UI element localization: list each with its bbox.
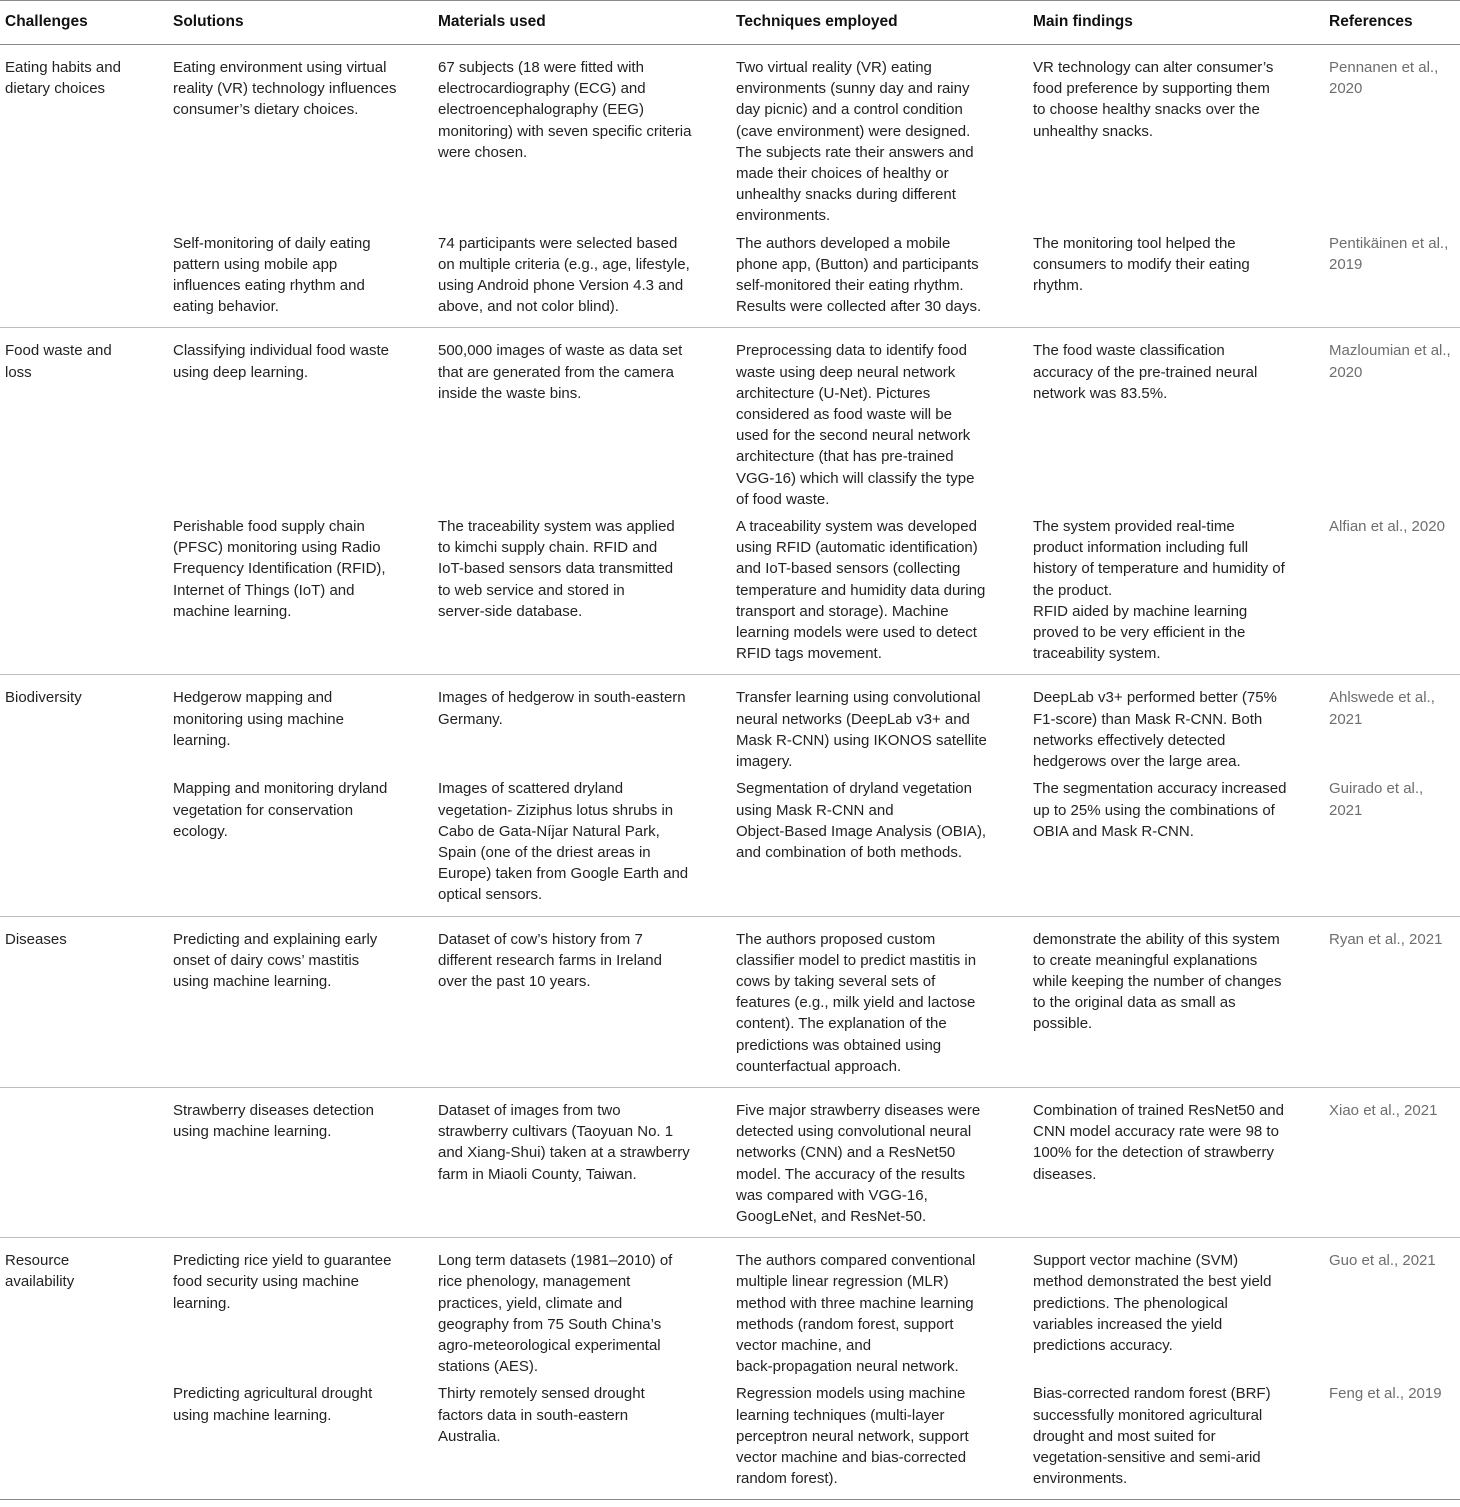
table-row [0, 510, 1460, 675]
materials-cell [433, 772, 731, 916]
techniques-line: The authors compared conventional [736, 1252, 976, 1270]
challenge-cell [0, 510, 168, 675]
findings-line: OBIA and Mask R-CNN. [1033, 822, 1194, 840]
materials-line: Australia. [438, 1427, 501, 1445]
techniques-line: architecture (U-Net). Pictures [736, 384, 931, 402]
techniques-line: cows by taking several sets of [736, 972, 936, 990]
table-row [0, 45, 1460, 227]
materials-line: to web service and stored in [438, 581, 625, 599]
materials-line: factors data in south-eastern [438, 1406, 629, 1424]
findings-line: to create meaningful explanations [1033, 951, 1258, 969]
findings-line: predictions. The phenological [1033, 1294, 1228, 1312]
materials-cell [433, 1087, 731, 1237]
techniques-line: Segmentation of dryland vegetation [736, 780, 972, 798]
techniques-line: Transfer learning using convolutional [736, 689, 981, 707]
techniques-line: using RFID (automatic identification) [736, 539, 978, 557]
reference-line: 2020 [1329, 363, 1363, 381]
solution-line: consumer’s dietary choices. [173, 101, 359, 119]
challenge-cell [0, 1087, 168, 1237]
solution-line: Classifying individual food waste [173, 342, 389, 360]
materials-cell [433, 916, 731, 1087]
techniques-line: content). The explanation of the [736, 1015, 947, 1033]
findings-line: Support vector machine (SVM) [1033, 1252, 1239, 1270]
findings-line: vegetation-sensitive and semi-arid [1033, 1448, 1261, 1466]
findings-line: predictions accuracy. [1033, 1336, 1173, 1354]
materials-line: strawberry cultivars (Taoyuan No. 1 [438, 1123, 674, 1141]
materials-line: above, and not color blind). [438, 298, 619, 316]
techniques-cell [731, 675, 1028, 772]
reference-cell [1324, 227, 1460, 328]
findings-line: F1-score) than Mask R-CNN. Both [1033, 710, 1263, 728]
header-solutions: Solutions [173, 12, 244, 30]
materials-line: Images of hedgerow in south-eastern [438, 689, 686, 707]
techniques-line: was compared with VGG-16, [736, 1186, 928, 1204]
techniques-line: environments. [736, 207, 831, 225]
findings-line: method demonstrated the best yield [1033, 1273, 1272, 1291]
reference-cell [1324, 1087, 1460, 1237]
findings-line: networks effectively detected [1033, 731, 1226, 749]
techniques-cell [731, 510, 1028, 675]
techniques-line: of food waste. [736, 490, 830, 508]
solution-line: food security using machine [173, 1273, 359, 1291]
findings-line: proved to be very efficient in the [1033, 624, 1246, 642]
solution-line: using deep learning. [173, 363, 309, 381]
solution-cell [168, 1238, 433, 1378]
reference-line: Alfian et al., 2020 [1329, 518, 1445, 536]
materials-line: optical sensors. [438, 886, 543, 904]
findings-line: CNN model accuracy rate were 98 to [1033, 1123, 1279, 1141]
solution-line: reality (VR) technology influences [173, 80, 397, 98]
solution-line: learning. [173, 731, 231, 749]
materials-line: that are generated from the camera [438, 363, 674, 381]
techniques-line: detected using convolutional neural [736, 1123, 972, 1141]
techniques-line: (cave environment) were designed. [736, 122, 971, 140]
solution-cell [168, 1087, 433, 1237]
materials-cell [433, 227, 731, 328]
techniques-line: learning models were used to detect [736, 624, 977, 642]
challenge-line: Biodiversity [5, 689, 82, 707]
reference-line: Guirado et al., [1329, 780, 1424, 798]
findings-line: accuracy of the pre-trained neural [1033, 363, 1258, 381]
table-row [0, 1377, 1460, 1500]
techniques-line: neural networks (DeepLab v3+ and [736, 710, 970, 728]
materials-line: Long term datasets (1981–2010) of [438, 1252, 673, 1270]
materials-line: electrocardiography (ECG) and [438, 80, 646, 98]
reference-cell [1324, 675, 1460, 772]
findings-cell [1028, 1238, 1324, 1378]
materials-line: Europe) taken from Google Earth and [438, 865, 689, 883]
techniques-cell [731, 328, 1028, 510]
materials-line: on multiple criteria (e.g., age, lifestyle, [438, 255, 690, 273]
techniques-line: Preprocessing data to identify food [736, 342, 967, 360]
findings-line: to the original data as small as [1033, 994, 1236, 1012]
materials-line: 67 subjects (18 were fitted with [438, 59, 644, 76]
techniques-cell [731, 1377, 1028, 1500]
challenge-line: Diseases [5, 930, 67, 948]
findings-cell [1028, 227, 1324, 328]
solution-line: Predicting agricultural drought [173, 1385, 373, 1403]
techniques-line: self-monitored their eating rhythm. [736, 277, 964, 295]
materials-line: 500,000 images of waste as data set [438, 342, 683, 360]
reference-cell [1324, 328, 1460, 510]
findings-line: rhythm. [1033, 277, 1084, 295]
techniques-cell [731, 1238, 1028, 1378]
findings-cell [1028, 1087, 1324, 1237]
materials-line: to kimchi supply chain. RFID and [438, 539, 658, 557]
findings-line: consumers to modify their eating [1033, 255, 1250, 273]
solution-line: vegetation for conservation [173, 801, 354, 819]
challenge-cell [0, 328, 168, 510]
materials-cell [433, 1238, 731, 1378]
findings-line: history of temperature and humidity of [1033, 560, 1285, 578]
findings-line: The system provided real-time [1033, 518, 1235, 536]
materials-line: Images of scattered dryland [438, 780, 624, 798]
solution-line: machine learning. [173, 602, 292, 620]
findings-cell [1028, 675, 1324, 772]
techniques-line: using Mask R-CNN and [736, 801, 894, 819]
solution-line: Eating environment using virtual [173, 59, 387, 76]
header-row [0, 1, 1460, 45]
techniques-line: vector machine and bias-corrected [736, 1448, 967, 1466]
materials-line: practices, yield, climate and [438, 1294, 623, 1312]
solution-cell [168, 916, 433, 1087]
reference-cell [1324, 1377, 1460, 1500]
solution-cell [168, 227, 433, 328]
findings-line: food preference by supporting them [1033, 80, 1270, 98]
findings-line: 100% for the detection of strawberry [1033, 1144, 1274, 1162]
reference-cell [1324, 510, 1460, 675]
techniques-line: Object-Based Image Analysis (OBIA), [736, 822, 987, 840]
techniques-line: multiple linear regression (MLR) [736, 1273, 949, 1291]
header-findings: Main findings [1033, 12, 1133, 30]
techniques-line: The subjects rate their answers and [736, 143, 974, 161]
materials-line: stations (AES). [438, 1358, 539, 1376]
challenge-cell [0, 916, 168, 1087]
solution-line: Mapping and monitoring dryland [173, 780, 388, 798]
solution-line: Strawberry diseases detection [173, 1101, 374, 1119]
table-row [0, 916, 1460, 1087]
solution-cell [168, 1377, 433, 1500]
techniques-cell [731, 1087, 1028, 1237]
techniques-line: architecture (that has pre-trained [736, 448, 954, 466]
techniques-line: learning techniques (multi-layer [736, 1406, 945, 1424]
techniques-line: Five major strawberry diseases were [736, 1101, 981, 1119]
solution-line: pattern using mobile app [173, 255, 338, 273]
techniques-line: counterfactual approach. [736, 1057, 902, 1075]
findings-line: hedgerows over the large area. [1033, 753, 1241, 771]
techniques-line: phone app, (Button) and participants [736, 255, 979, 273]
challenge-cell [0, 227, 168, 328]
materials-line: 74 participants were selected based [438, 234, 678, 252]
techniques-line: random forest). [736, 1470, 838, 1488]
materials-cell [433, 675, 731, 772]
solution-line: onset of dairy cows’ mastitis [173, 951, 360, 969]
techniques-line: VGG-16) which will classify the type [736, 469, 975, 487]
techniques-line: and combination of both methods. [736, 843, 962, 861]
materials-cell [433, 510, 731, 675]
solution-cell [168, 772, 433, 916]
techniques-line: made their choices of healthy or [736, 165, 949, 183]
solution-cell [168, 45, 433, 227]
materials-line: different research farms in Ireland [438, 951, 662, 969]
reference-line: Guo et al., 2021 [1329, 1252, 1436, 1270]
challenge-line: loss [5, 363, 32, 381]
solution-line: eating behavior. [173, 298, 279, 316]
techniques-line: Two virtual reality (VR) eating [736, 59, 932, 76]
solution-line: (PFSC) monitoring using Radio [173, 539, 381, 557]
findings-line: while keeping the number of changes [1033, 972, 1282, 990]
solution-line: monitoring using machine [173, 710, 344, 728]
reference-line: Pennanen et al., [1329, 59, 1439, 76]
solution-line: Self-monitoring of daily eating [173, 234, 371, 252]
table-row [0, 1238, 1460, 1378]
techniques-line: features (e.g., milk yield and lactose [736, 994, 976, 1012]
solution-line: Perishable food supply chain [173, 518, 365, 536]
techniques-line: GoogLeNet, and ResNet-50. [736, 1207, 927, 1225]
techniques-line: day picnic) and a control condition [736, 101, 963, 119]
techniques-line: unhealthy snacks during different [736, 186, 956, 204]
techniques-line: methods (random forest, support [736, 1315, 954, 1333]
table-row [0, 772, 1460, 916]
table-row [0, 675, 1460, 772]
findings-line: DeepLab v3+ performed better (75% [1033, 689, 1277, 707]
findings-line: traceability system. [1033, 645, 1161, 663]
solution-line: Predicting and explaining early [173, 930, 378, 948]
materials-line: inside the waste bins. [438, 384, 582, 402]
findings-line: VR technology can alter consumer’s [1033, 59, 1274, 76]
findings-line: The food waste classification [1033, 342, 1225, 360]
header-challenges: Challenges [5, 12, 88, 30]
techniques-line: classifier model to predict mastitis in [736, 951, 977, 969]
techniques-cell [731, 916, 1028, 1087]
materials-cell [433, 45, 731, 227]
solution-line: Hedgerow mapping and [173, 689, 333, 707]
techniques-line: model. The accuracy of the results [736, 1165, 965, 1183]
table-row [0, 1087, 1460, 1237]
reference-line: 2021 [1329, 710, 1363, 728]
techniques-line: waste using deep neural network [736, 363, 956, 381]
techniques-line: networks (CNN) and a ResNet50 [736, 1144, 956, 1162]
materials-line: rice phenology, management [438, 1273, 631, 1291]
table-row [0, 227, 1460, 328]
materials-line: The traceability system was applied [438, 518, 675, 536]
findings-line: product information including full [1033, 539, 1249, 557]
techniques-line: back-propagation neural network. [736, 1358, 959, 1376]
findings-line: possible. [1033, 1015, 1093, 1033]
techniques-line: environments (sunny day and rainy [736, 80, 970, 98]
challenge-cell [0, 45, 168, 227]
solution-line: learning. [173, 1294, 231, 1312]
materials-line: over the past 10 years. [438, 972, 591, 990]
techniques-line: transport and storage). Machine [736, 602, 949, 620]
reference-line: Mazloumian et al., [1329, 342, 1451, 360]
findings-line: drought and most suited for [1033, 1427, 1216, 1445]
techniques-line: A traceability system was developed [736, 518, 977, 536]
techniques-line: considered as food waste will be [736, 406, 952, 424]
materials-line: Thirty remotely sensed drought [438, 1385, 645, 1403]
findings-line: Bias-corrected random forest (BRF) [1033, 1385, 1271, 1403]
reference-line: Ryan et al., 2021 [1329, 930, 1443, 948]
header-references: References [1329, 12, 1413, 30]
materials-cell [433, 328, 731, 510]
reference-line: Xiao et al., 2021 [1329, 1101, 1438, 1119]
solution-cell [168, 675, 433, 772]
reference-cell [1324, 772, 1460, 916]
solution-cell [168, 328, 433, 510]
reference-line: 2019 [1329, 255, 1363, 273]
techniques-line: The authors developed a mobile [736, 234, 951, 252]
findings-line: The segmentation accuracy increased [1033, 780, 1287, 798]
findings-line: demonstrate the ability of this system [1033, 930, 1280, 948]
findings-line: network was 83.5%. [1033, 384, 1168, 402]
materials-line: vegetation- Ziziphus lotus shrubs in [438, 801, 674, 819]
materials-line: monitoring) with seven specific criteria [438, 122, 692, 140]
header-techniques: Techniques employed [736, 12, 898, 30]
findings-cell [1028, 328, 1324, 510]
techniques-line: The authors proposed custom [736, 930, 936, 948]
materials-line: agro-meteorological experimental [438, 1336, 661, 1354]
materials-line: geography from 75 South China’s [438, 1315, 662, 1333]
reference-cell [1324, 916, 1460, 1087]
findings-cell [1028, 916, 1324, 1087]
findings-line: variables increased the yield [1033, 1315, 1223, 1333]
challenge-cell [0, 772, 168, 916]
challenge-cell [0, 675, 168, 772]
findings-cell [1028, 510, 1324, 675]
solution-cell [168, 510, 433, 675]
materials-line: Dataset of cow’s history from 7 [438, 930, 643, 948]
solution-line: ecology. [173, 822, 228, 840]
techniques-line: imagery. [736, 753, 793, 771]
materials-line: IoT-based sensors data transmitted [438, 560, 674, 578]
findings-line: the product. [1033, 581, 1113, 599]
techniques-cell [731, 227, 1028, 328]
reference-cell [1324, 1238, 1460, 1378]
reference-line: 2021 [1329, 801, 1363, 819]
reference-line: Ahlswede et al., [1329, 689, 1435, 707]
solution-line: influences eating rhythm and [173, 277, 365, 295]
header-materials: Materials used [438, 12, 546, 30]
materials-line: server-side database. [438, 602, 583, 620]
materials-line: Cabo de Gata-Níjar Natural Park, [438, 822, 660, 840]
techniques-line: and IoT-based sensors (collecting [736, 560, 961, 578]
findings-line: RFID aided by machine learning [1033, 602, 1248, 620]
techniques-line: used for the second neural network [736, 427, 971, 445]
findings-line: up to 25% using the combinations of [1033, 801, 1275, 819]
findings-cell [1028, 1377, 1324, 1500]
techniques-line: perceptron neural network, support [736, 1427, 969, 1445]
techniques-cell [731, 772, 1028, 916]
findings-line: to choose healthy snacks over the [1033, 101, 1260, 119]
solution-line: Predicting rice yield to guarantee [173, 1252, 392, 1270]
techniques-line: method with three machine learning [736, 1294, 974, 1312]
solution-line: using machine learning. [173, 972, 332, 990]
challenge-cell [0, 1238, 168, 1378]
materials-line: Germany. [438, 710, 503, 728]
techniques-line: RFID tags movement. [736, 645, 882, 663]
materials-line: were chosen. [438, 143, 528, 161]
techniques-cell [731, 45, 1028, 227]
solution-line: using machine learning. [173, 1123, 332, 1141]
techniques-line: predictions was obtained using [736, 1036, 942, 1054]
findings-line: environments. [1033, 1470, 1128, 1488]
table-row [0, 328, 1460, 510]
materials-line: farm in Miaoli County, Taiwan. [438, 1165, 637, 1183]
reference-line: Pentikäinen et al., [1329, 234, 1449, 252]
findings-line: diseases. [1033, 1165, 1097, 1183]
challenge-line: dietary choices [5, 80, 106, 98]
findings-line: unhealthy snacks. [1033, 122, 1154, 140]
materials-line: using Android phone Version 4.3 and [438, 277, 684, 295]
findings-cell [1028, 45, 1324, 227]
challenge-line: availability [5, 1273, 75, 1291]
techniques-line: Results were collected after 30 days. [736, 298, 982, 316]
reference-line: Feng et al., 2019 [1329, 1385, 1442, 1403]
materials-line: Spain (one of the driest areas in [438, 843, 651, 861]
materials-cell [433, 1377, 731, 1500]
materials-line: and Xiang-Shui) taken at a strawberry [438, 1144, 690, 1162]
techniques-line: Mask R-CNN) using IKONOS satellite [736, 731, 987, 749]
findings-line: Combination of trained ResNet50 and [1033, 1101, 1284, 1119]
reference-cell [1324, 45, 1460, 227]
findings-cell [1028, 772, 1324, 916]
challenge-line: Eating habits and [5, 59, 121, 76]
techniques-line: temperature and humidity data during [736, 581, 986, 599]
challenge-cell [0, 1377, 168, 1500]
solution-line: using machine learning. [173, 1406, 332, 1424]
techniques-line: vector machine, and [736, 1336, 872, 1354]
materials-line: electroencephalography (EEG) [438, 101, 644, 119]
challenge-line: Food waste and [5, 342, 112, 360]
reference-line: 2020 [1329, 80, 1363, 98]
challenge-line: Resource [5, 1252, 70, 1270]
solution-line: Frequency Identification (RFID), [173, 560, 386, 578]
materials-line: Dataset of images from two [438, 1101, 621, 1119]
findings-line: successfully monitored agricultural [1033, 1406, 1263, 1424]
techniques-line: Regression models using machine [736, 1385, 966, 1403]
solution-line: Internet of Things (IoT) and [173, 581, 355, 599]
findings-line: The monitoring tool helped the [1033, 234, 1236, 252]
